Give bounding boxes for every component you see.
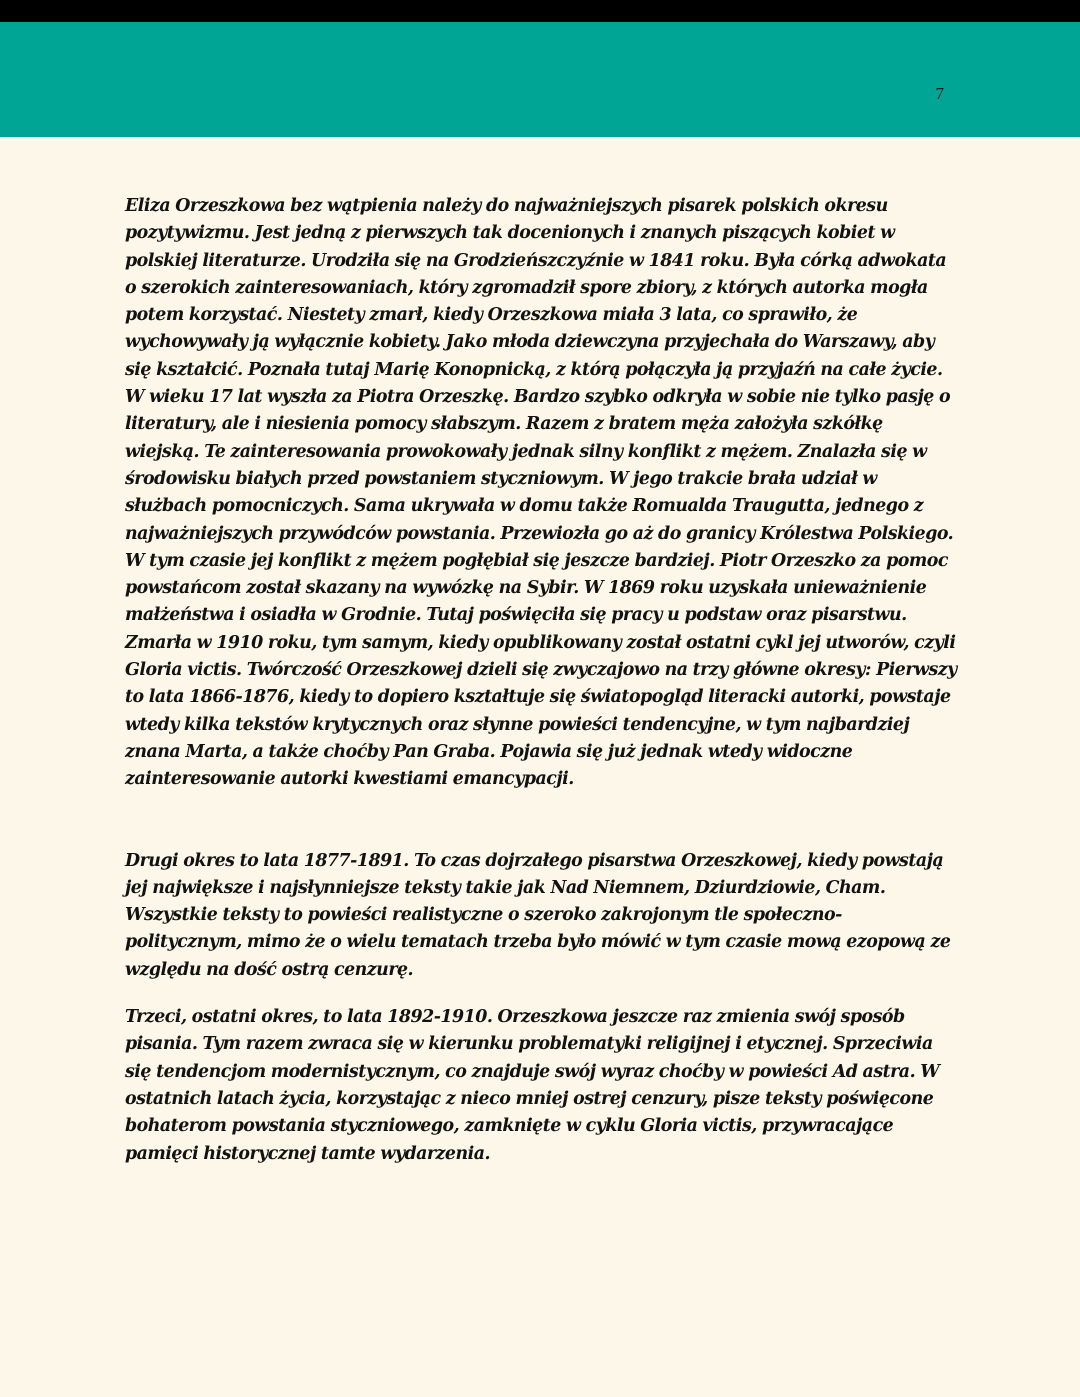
paragraph-second-period: Drugi okres to lata 1877-1891. To czas dojrzałego pisarstwa Orzeszkowej, kiedy powstają jej największe i najsłynniejsze teksty takie jak Nad Niemnem, Dziurdziowie, Cham. Wszystkie teksty to powieści realistyczne o szeroko zakrojonym tle społeczno-politycznym, mimo że o wielu tematach trzeba było mówić w tym czasie mową ezopową ze względu na dość ostrą cenzurę. (125, 850, 951, 980)
document-body (125, 193, 957, 1168)
paragraph-biography: Eliza Orzeszkowa bez wątpienia należy do najważniejszych pisarek polskich okresu pozytywizmu. Jest jedną z pierwszych tak docenionych i znanych piszących kobiet w polskiej literaturze. Urodziła się na Grodzieńszczyźnie w 1841 roku. Była córką adwokata o szerokich zainteresowaniach, który zgromadził spore zbiory, z których autorka mogła potem korzystać. Niestety zmarł, kiedy Orzeszkowa miała 3 lata, co sprawiło, że wychowywały ją wyłącznie kobiety. Jako młoda dziewczyna przyjechała do Warszawy, aby się kształcić. Poznała tutaj Marię Konopnicką, z którą połączyła ją przyjaźń na całe życie. W wieku 17 lat wyszła za Piotra Orzeszkę. Bardzo szybko odkryła w sobie nie tylko pasję o literatury, ale i niesienia pomocy słabszym. Razem z bratem męża założyła szkółkę wiejską. Te zainteresowania prowokowały jednak silny konflikt z mężem. Znalazła się w środowisku białych przed powstaniem styczniowym. W jego trakcie brała udział w służbach pomocniczych. Sama ukrywała w domu także Romualda Traugutta, jednego z najważniejszych przywódców powstania. Przewiozła go aż do granicy Królestwa Polskiego. W tym czasie jej konflikt z mężem pogłębiał się jeszcze bardziej. Piotr Orzeszko za pomoc powstańcom został skazany na wywózkę na Sybir. W 1869 roku uzyskała unieważnienie małżeństwa i osiadła w Grodnie. Tutaj poświęciła się pracy u podstaw oraz pisarstwu. Zmarła w 1910 roku, tym samym, kiedy opublikowany został ostatni cykl jej utworów, czyli Gloria victis. Twórczość Orzeszkowej dzieli się zwyczajowo na trzy główne okresy: Pierwszy to lata 1866-1876, kiedy to dopiero kształtuje się światopogląd literacki autorki, powstaje wtedy kilka tekstów krytycznych oraz słynne powieści tendencyjne, w tym najbardziej znana Marta, a także choćby Pan Graba. Pojawia się już jednak wtedy widoczne zainteresowanie autorki kwestiami emancypacji. (125, 196, 957, 790)
header-band (0, 22, 1080, 137)
page-number: 7 (935, 84, 944, 103)
top-black-bar (0, 0, 1080, 22)
paragraph-third-period: Trzeci, ostatni okres, to lata 1892-1910. Orzeszkowa jeszcze raz zmienia swój sposób pisania. Tym razem zwraca się w kierunku problematyki religijnej i etycznej. Sprzeciwia się tendencjom modernistycznym, co znajduje swój wyraz choćby w powieści Ad astra. W ostatnich latach życia, korzystając z nieco mniej ostrej cenzury, pisze teksty poświęcone bohaterom powstania styczniowego, zamknięte w cyklu Gloria victis, przywracające pamięci historycznej tamte wydarzenia. (125, 1007, 940, 1164)
